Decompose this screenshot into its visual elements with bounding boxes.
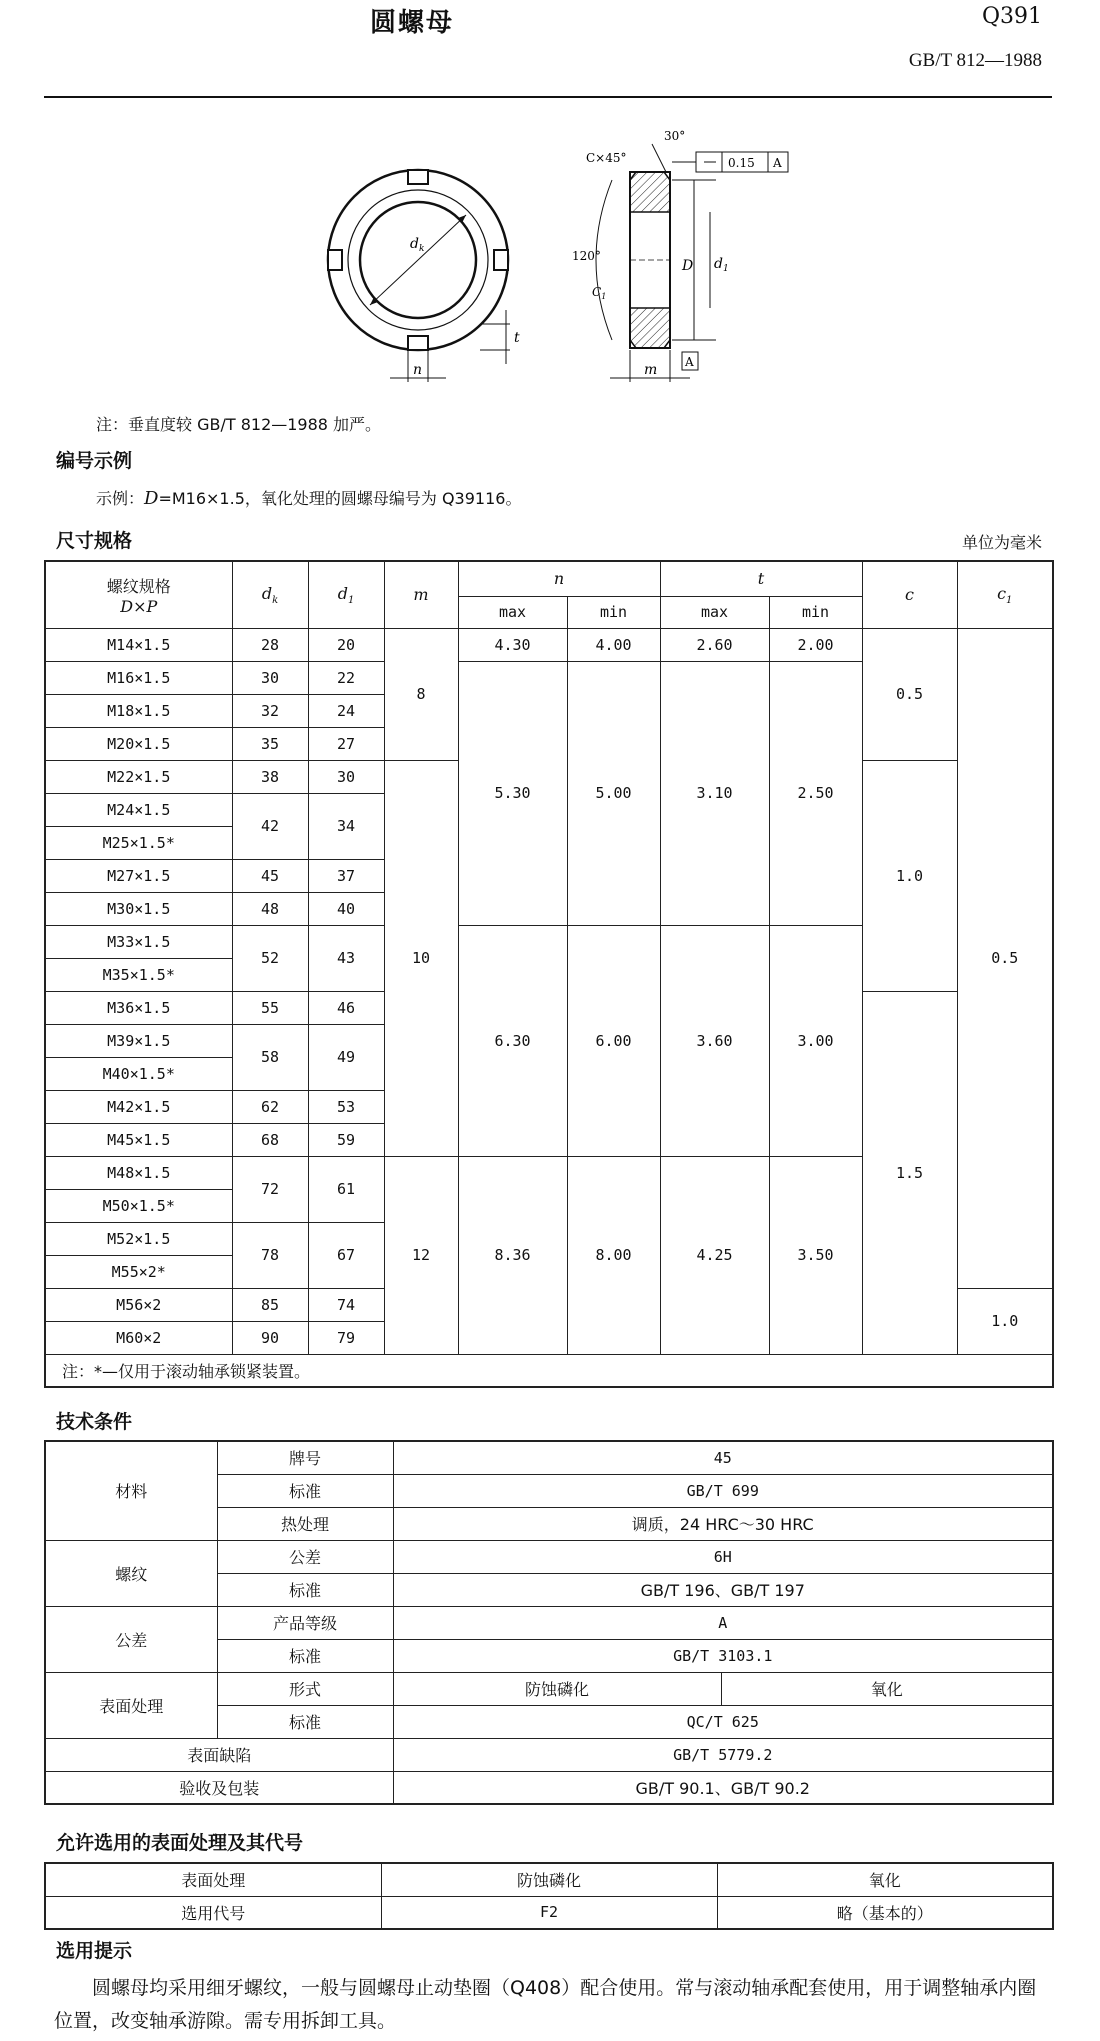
page-title: 圆螺母 — [370, 8, 455, 38]
front-view — [328, 170, 520, 382]
table-row: M39×1.5 58 49 — [45, 1024, 1053, 1057]
round-nut-drawing — [300, 120, 820, 410]
table-row: M20×1.5 35 27 — [45, 727, 1053, 760]
table-row: M25×1.5* — [45, 826, 1053, 859]
table-row: M36×1.5 55 46 1.5 — [45, 991, 1053, 1024]
svg-text:A: A — [685, 355, 694, 369]
table-row: M52×1.5 78 67 — [45, 1222, 1053, 1255]
hdr-t-min: min — [769, 596, 862, 628]
table-row: M56×2 85 74 1.0 — [45, 1288, 1053, 1321]
hdr-n: n — [458, 561, 660, 596]
hdr-d1: $d_1$ — [308, 561, 384, 628]
table-row: M50×1.5* — [45, 1189, 1053, 1222]
surface-codes-heading: 允许选用的表面处理及其代号 — [56, 1832, 304, 1854]
tech-table: 材料 牌号 45 标准 GB/T 699 热处理 调质，24 HRC～30 HRC 螺纹 公差 6H 标准 GB/T 196、GB/T 197 公差 产品等级 A 标准 GB/T 3103.1 表面处理 形式 防蚀磷化 氧化 标准 QC/T 625 表面缺陷 GB/T 5779.2 验收及包装 GB/T 90.1、GB/T 90.2 — [44, 1440, 1054, 1805]
svg-text:A: A — [773, 156, 782, 170]
hdr-c1: $c_1$ — [957, 561, 1053, 628]
table-row: M14×1.5 28 20 8 4.30 4.00 2.60 2.00 0.5 0.5 — [45, 628, 1053, 661]
svg-text:120°: 120° — [572, 249, 601, 263]
hdr-c: c — [862, 561, 957, 628]
svg-text:dk: $d_k$ — [410, 236, 425, 254]
dimensions-table — [44, 560, 1054, 1388]
side-view — [572, 129, 788, 382]
svg-text:C1: $C_1$ — [592, 285, 607, 301]
hdr-t: t — [660, 561, 862, 596]
hdr-n-min: min — [567, 596, 660, 628]
hdr-t-max: max — [660, 596, 769, 628]
table-row: M42×1.5 62 53 — [45, 1090, 1053, 1123]
table-row: M55×2* — [45, 1255, 1053, 1288]
catalog-code: Q391 — [981, 4, 1042, 29]
table-row: M30×1.5 48 40 — [45, 892, 1053, 925]
table-row: M35×1.5* — [45, 958, 1053, 991]
table-row: M40×1.5* — [45, 1057, 1053, 1090]
hdr-m: m — [384, 561, 458, 628]
table-row: M18×1.5 32 24 — [45, 694, 1053, 727]
drawing-note: 注：垂直度较 GB/T 812—1988 加严。 — [96, 415, 382, 434]
standard-number: GB/T 812—1988 — [908, 50, 1042, 71]
table-row: M48×1.5 72 61 12 8.36 8.00 4.25 3.50 — [45, 1156, 1053, 1189]
svg-text:0.15: 0.15 — [728, 156, 755, 170]
hdr-dk: $d_k$ — [232, 561, 308, 628]
hints-text: 圆螺母均采用细牙螺纹，一般与圆螺母止动垫圈（Q408）配合使用。常与滚动轴承配套使用，用于调整轴承内圈位置，改变轴承游隙。需专用拆卸工具。 — [54, 1977, 1037, 2032]
table-row: M27×1.5 45 37 — [45, 859, 1053, 892]
table-row: M60×2 90 79 — [45, 1321, 1053, 1354]
table-note-row — [45, 1354, 1053, 1387]
svg-text:n: n — [413, 362, 423, 378]
svg-text:m: m — [644, 362, 658, 378]
header-rule — [44, 96, 1052, 98]
svg-text:d1: $d_1$ — [714, 256, 729, 274]
svg-text:D: D — [682, 258, 694, 274]
tech-heading: 技术条件 — [56, 1411, 133, 1433]
table-row: M33×1.5 52 43 6.30 6.00 3.60 3.00 — [45, 925, 1053, 958]
svg-text:t: t — [514, 330, 520, 346]
svg-text:C×45°: C×45° — [586, 151, 627, 165]
hdr-n-max: max — [458, 596, 567, 628]
dims-heading: 尺寸规格 — [56, 530, 133, 552]
table-row: M24×1.5 42 34 — [45, 793, 1053, 826]
table-row: M16×1.5 30 22 5.30 5.00 3.10 2.50 — [45, 661, 1053, 694]
table-note: 注：*—仅用于滚动轴承锁紧装置。 — [45, 1354, 1053, 1387]
table-row: M45×1.5 68 59 — [45, 1123, 1053, 1156]
svg-text:30°: 30° — [664, 129, 686, 143]
hints-heading: 选用提示 — [56, 1940, 133, 1962]
surface-codes-table: 表面处理 防蚀磷化 氧化 选用代号 F2 略（基本的） — [44, 1862, 1054, 1930]
hdr-spec: 螺纹规格 D×P — [45, 561, 232, 628]
example-heading: 编号示例 — [56, 450, 133, 472]
example-text: 示例：D=M16×1.5，氧化处理的圆螺母编号为 Q39116。 — [96, 488, 522, 509]
table-row: M22×1.5 38 30 10 1.0 — [45, 760, 1053, 793]
dims-unit: 单位为毫米 — [961, 533, 1042, 552]
